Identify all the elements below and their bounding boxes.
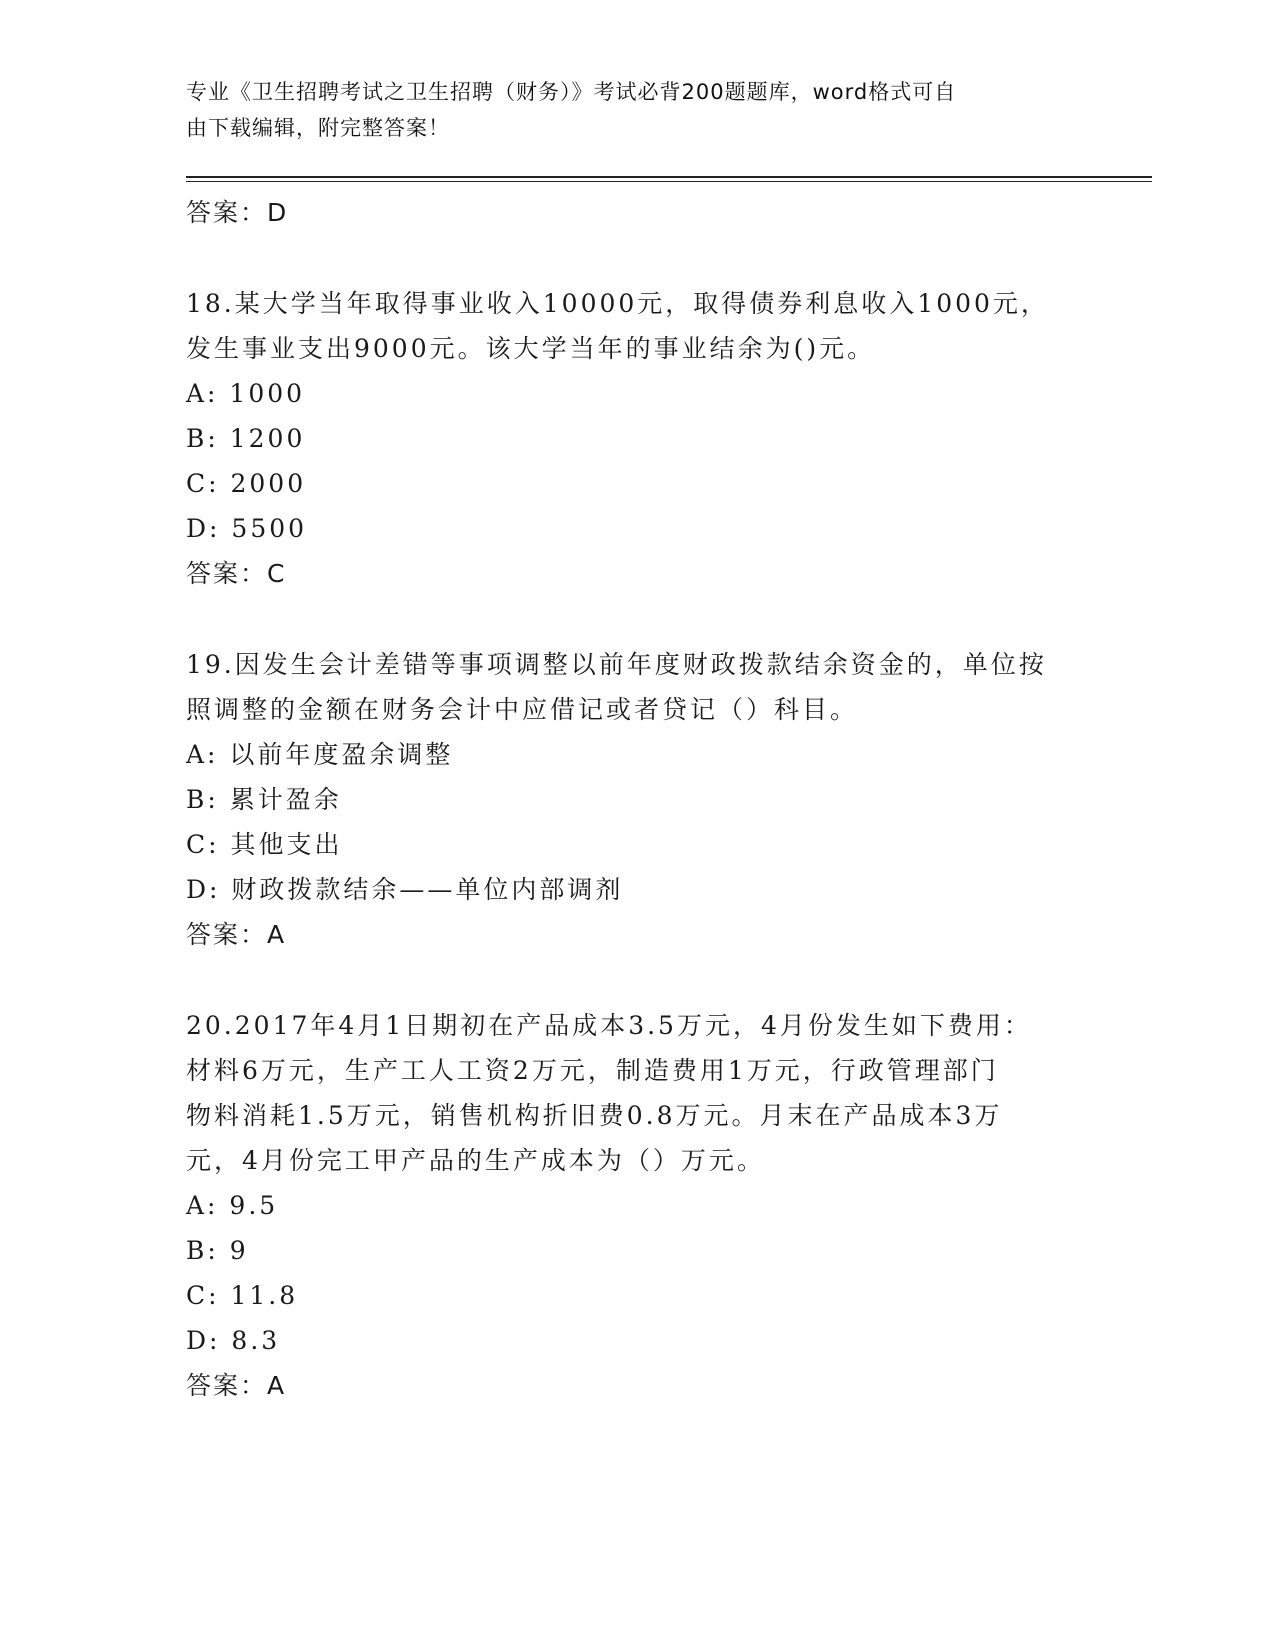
stem-line: 照调整的金额在财务会计中应借记或者贷记（）科目。: [186, 695, 859, 724]
option-c: C: 其他支出: [186, 830, 343, 859]
stem-line: 19.因发生会计差错等事项调整以前年度财政拨款结余资金的，单位按: [186, 650, 1047, 679]
question-block: [186, 1003, 1086, 1408]
option-b: B: 1200: [186, 424, 306, 453]
option-b: B: 9: [186, 1236, 249, 1265]
question-block: [186, 281, 1086, 596]
stem-line: 元，4月份完工甲产品的生产成本为（）万元。: [186, 1146, 765, 1175]
header-line-2: 由下载编辑，附完整答案！: [186, 116, 450, 140]
spacer: [186, 596, 1086, 642]
spacer: [186, 957, 1086, 1003]
option-d: D: 5500: [186, 514, 308, 543]
question-stem: [186, 281, 1086, 371]
option-d: D: 8.3: [186, 1326, 281, 1355]
stem-line: 物料消耗1.5万元，销售机构折旧费0.8万元。月末在产品成本3万: [186, 1101, 1003, 1130]
option-c: C: 2000: [186, 469, 307, 498]
header-line-1: 专业《卫生招聘考试之卫生招聘（财务）》考试必背200题题库，word格式可自: [186, 80, 957, 104]
question-list: [186, 190, 1086, 1408]
stem-line: 20.2017年4月1日期初在产品成本3.5万元，4月份发生如下费用：: [186, 1011, 1032, 1040]
stem-line: 18.某大学当年取得事业收入10000元，取得债券利息收入1000元，: [186, 289, 1049, 318]
stem-line: 发生事业支出9000元。该大学当年的事业结余为()元。: [186, 334, 876, 363]
header-rule-thin: [186, 181, 1152, 182]
answer: 答案：C: [186, 559, 287, 588]
answer: 答案：A: [186, 920, 287, 949]
option-a: A: 9.5: [186, 1191, 279, 1220]
document-header: [186, 74, 1066, 146]
spacer: [186, 235, 1086, 281]
question-stem: [186, 1003, 1086, 1183]
previous-answer: 答案：D: [186, 198, 289, 227]
question-stem: [186, 642, 1086, 732]
header-rule-thick: [186, 176, 1152, 178]
option-a: A: 1000: [186, 379, 306, 408]
option-b: B: 累计盈余: [186, 785, 342, 814]
option-a: A: 以前年度盈余调整: [186, 740, 454, 769]
stem-line: 材料6万元，生产工人工资2万元，制造费用1万元，行政管理部门: [186, 1056, 999, 1085]
option-d: D: 财政拨款结余——单位内部调剂: [186, 875, 624, 904]
answer: 答案：A: [186, 1371, 287, 1400]
question-block: [186, 642, 1086, 957]
option-c: C: 11.8: [186, 1281, 299, 1310]
